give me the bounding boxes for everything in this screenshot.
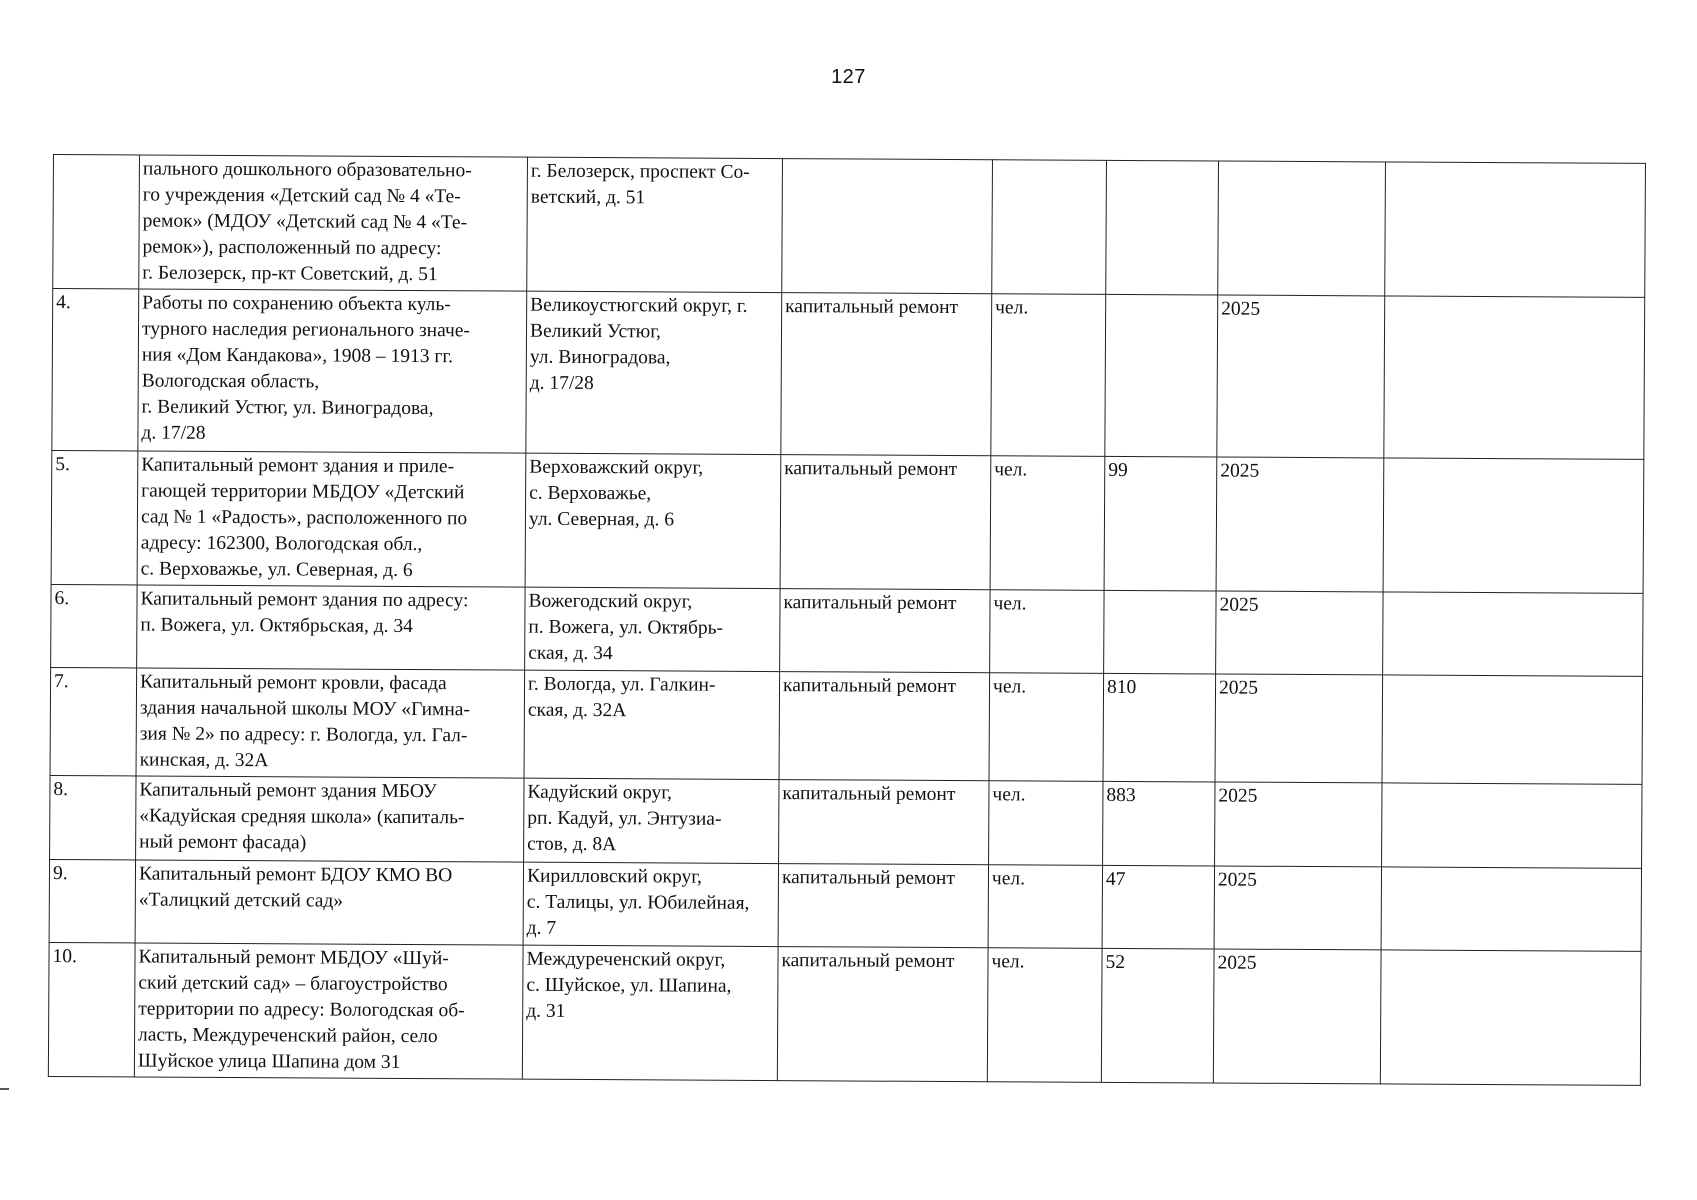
note-cell (1382, 675, 1643, 784)
row-number-cell: 6. (51, 584, 137, 667)
object-name-cell: Капитальный ремонт здания и приле- гающей территории МБДОУ «Детский сад № 1 «Радость», расположенного по адресу: 162300, Вологодская обл., с. Верховажье, ул. Северная, д. 6 (137, 451, 526, 587)
row-number-cell: 9. (49, 859, 135, 942)
work-type-cell: капитальный ремонт (777, 947, 988, 1082)
object-name-cell: Капитальный ремонт здания МБОУ «Кадуйская средняя школа» (капиталь- ный ремонт фасада) (136, 776, 524, 862)
note-cell (1381, 867, 1641, 951)
table-row (50, 667, 1643, 784)
unit-cell (992, 160, 1107, 295)
work-type-cell: капитальный ремонт (780, 589, 990, 673)
row-number-cell: 5. (51, 450, 138, 584)
address-cell: Верховажский округ, с. Верховажье, ул. Северная, д. 6 (525, 453, 781, 588)
note-cell (1383, 458, 1644, 593)
work-type-cell: капитальный ремонт (779, 780, 989, 865)
table-row (53, 155, 1646, 298)
year-cell: 2025 (1217, 295, 1385, 458)
note-cell (1383, 592, 1643, 676)
value-cell: 99 (1104, 456, 1217, 591)
unit-cell: чел. (987, 948, 1102, 1083)
note-cell (1380, 950, 1641, 1085)
value-cell (1104, 590, 1216, 674)
unit-cell: чел. (991, 294, 1106, 457)
row-number-cell: 8. (50, 775, 136, 859)
table-row (50, 775, 1642, 868)
table-row (48, 942, 1641, 1085)
object-name-cell: Капитальный ремонт МБДОУ «Шуй- ский детский сад» – благоустройство территории по адресу: Вологодская об- ласть, Междуреченский район, село Шуйское улица Шапина дом 31 (134, 943, 523, 1079)
value-cell (1105, 294, 1218, 457)
value-cell (1106, 160, 1219, 295)
note-cell (1384, 296, 1645, 459)
year-cell: 2025 (1213, 949, 1381, 1084)
year-cell: 2025 (1215, 674, 1383, 783)
table-row (49, 859, 1641, 951)
row-number-cell: 7. (50, 667, 137, 775)
note-cell (1382, 783, 1642, 868)
work-type-cell (782, 159, 993, 294)
address-cell: Междуреченский округ, с. Шуйское, ул. Шапина, д. 31 (522, 945, 778, 1080)
unit-cell: чел. (989, 781, 1103, 866)
work-type-cell: капитальный ремонт (779, 672, 990, 781)
address-cell: Вожегодский округ, п. Вожега, ул. Октябрь- ская, д. 34 (525, 587, 780, 671)
address-cell: г. Белозерск, проспект Со- ветский, д. 51 (527, 157, 783, 292)
address-cell: г. Вологда, ул. Галкин- ская, д. 32А (524, 670, 780, 779)
object-name-cell: Капитальный ремонт здания по адресу: п. Вожега, ул. Октябрьская, д. 34 (137, 585, 525, 670)
value-cell: 47 (1102, 865, 1214, 949)
note-cell (1385, 162, 1646, 297)
work-type-cell: капитальный ремонт (778, 864, 988, 948)
year-cell: 2025 (1215, 782, 1382, 867)
row-number-cell: 10. (48, 942, 135, 1076)
address-cell: Кирилловский округ, с. Талицы, ул. Юбилейная, д. 7 (523, 862, 778, 946)
address-cell: Кадуйский округ, рп. Кадуй, ул. Энтузиа- стов, д. 8А (524, 778, 779, 863)
year-cell: 2025 (1216, 591, 1383, 675)
row-number-cell (53, 155, 140, 289)
value-cell: 883 (1103, 781, 1215, 866)
object-name-cell: пального дошкольного образовательно- го учреждения «Детский сад № 4 «Те- ремок» (МДОУ «Детский сад № 4 «Те- ремок»), расположенный по адресу: г. Белозерск, пр-кт Советский, д. 51 (139, 155, 528, 291)
table-row (51, 584, 1643, 676)
unit-cell: чел. (990, 590, 1104, 674)
page-number: 127 (831, 66, 866, 88)
unit-cell: чел. (990, 456, 1105, 591)
works-table (48, 154, 1646, 1086)
row-number-cell: 4. (52, 289, 139, 451)
table-row (51, 450, 1644, 593)
work-type-cell: капитальный ремонт (780, 455, 991, 590)
value-cell: 52 (1101, 948, 1214, 1083)
unit-cell: чел. (988, 865, 1102, 949)
year-cell: 2025 (1214, 866, 1381, 950)
year-cell: 2025 (1216, 457, 1384, 592)
value-cell: 810 (1103, 673, 1216, 782)
work-type-cell: капитальный ремонт (781, 293, 992, 456)
object-name-cell: Капитальный ремонт кровли, фасада здания начальной школы МОУ «Гимна- зия № 2» по адресу: г. Вологда, ул. Гал- кинская, д. 32А (136, 668, 525, 778)
unit-cell: чел. (989, 673, 1104, 782)
table-row (52, 289, 1645, 460)
object-name-cell: Капитальный ремонт БДОУ КМО ВО «Талицкий детский сад» (135, 860, 523, 945)
object-name-cell: Работы по сохранению объекта куль- турного наследия регионального значе- ния «Дом Кандакова», 1908 – 1913 гг. Вологодская область, г. Великий Устюг, ул. Виноградова, д. 17/28 (138, 289, 527, 453)
year-cell (1218, 161, 1386, 296)
address-cell: Великоустюгский округ, г. Великий Устюг, ул. Виноградова, д. 17/28 (526, 291, 782, 454)
scan-margin-mark (0, 1088, 9, 1090)
